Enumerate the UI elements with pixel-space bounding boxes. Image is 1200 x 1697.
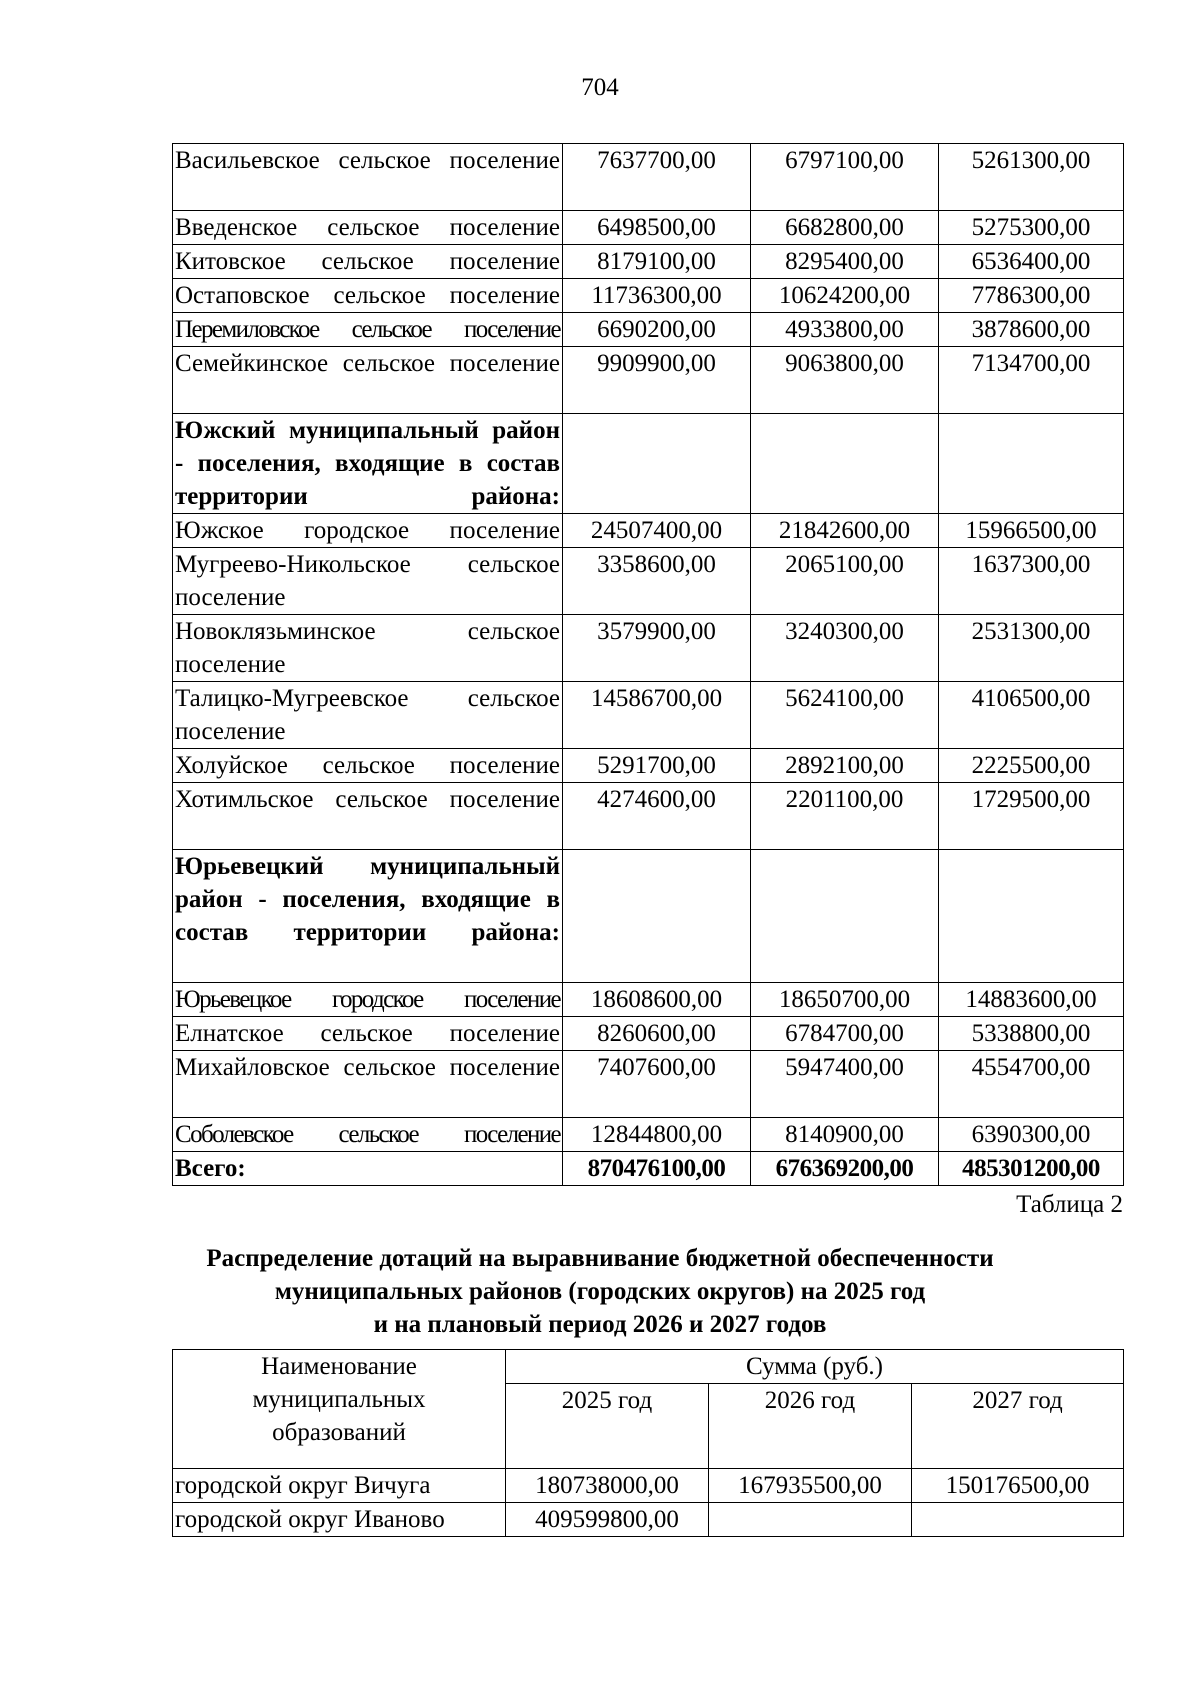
row-name: Перемиловское сельское поселение: [173, 313, 563, 347]
value-2026: 6682800,00: [751, 211, 939, 245]
value-2027: 5261300,00: [939, 144, 1124, 211]
value-2025: 8260600,00: [563, 1017, 751, 1051]
table-row: [173, 279, 1124, 313]
value-2027: 150176500,00: [912, 1469, 1124, 1503]
value-2025: 409599800,00: [506, 1503, 709, 1537]
value-2027: 1729500,00: [939, 783, 1124, 850]
row-name: Мугреево-Никольское сельское поселение: [173, 548, 563, 615]
settlements-table: [172, 143, 1124, 1186]
value-2026: 5624100,00: [751, 682, 939, 749]
total-2025: 870476100,00: [563, 1152, 751, 1186]
table-title-line: и на плановый период 2026 и 2027 годов: [373, 1311, 827, 1338]
value-2025: 24507400,00: [563, 514, 751, 548]
table-row: [173, 1017, 1124, 1051]
value-2027: 5338800,00: [939, 1017, 1124, 1051]
table-row: [173, 1118, 1124, 1152]
value-2027: 4554700,00: [939, 1051, 1124, 1118]
district-header-row: [173, 414, 1124, 514]
header-sum: Сумма (руб.): [506, 1350, 1124, 1384]
table-row: [173, 548, 1124, 615]
district-header-row: [173, 850, 1124, 983]
page-number: 704: [581, 74, 619, 101]
value-2026: 10624200,00: [751, 279, 939, 313]
value-2025: 7407600,00: [563, 1051, 751, 1118]
value-2026: 3240300,00: [751, 615, 939, 682]
table-row: [173, 1469, 1124, 1503]
value-2027: 5275300,00: [939, 211, 1124, 245]
total-2027: 485301200,00: [939, 1152, 1124, 1186]
table-row: [173, 983, 1124, 1017]
table-row: [173, 1051, 1124, 1118]
value-2026: 5947400,00: [751, 1051, 939, 1118]
table-row: [173, 749, 1124, 783]
row-name: Холуйское сельское поселение: [173, 749, 563, 783]
district-name: Юрьевецкий муниципальный район - поселения, входящие в состав территории района:: [173, 850, 563, 983]
value-2025: 6690200,00: [563, 313, 751, 347]
row-name: Введенское сельское поселение: [173, 211, 563, 245]
value-2025: 9909900,00: [563, 347, 751, 414]
value-2025: 6498500,00: [563, 211, 751, 245]
header-2026: 2026 год: [709, 1384, 912, 1469]
row-name: Васильевское сельское поселение: [173, 144, 563, 211]
value-2026: 8295400,00: [751, 245, 939, 279]
value-2026: 6784700,00: [751, 1017, 939, 1051]
value-2026: 4933800,00: [751, 313, 939, 347]
table-row: [173, 144, 1124, 211]
value-2025: 11736300,00: [563, 279, 751, 313]
value-2025: 7637700,00: [563, 144, 751, 211]
value-2027: 6390300,00: [939, 1118, 1124, 1152]
value-2025: 5291700,00: [563, 749, 751, 783]
value-2027: 15966500,00: [939, 514, 1124, 548]
table-title: [100, 1242, 1100, 1341]
value-2025: 12844800,00: [563, 1118, 751, 1152]
header-2025: 2025 год: [506, 1384, 709, 1469]
value-2027: 3878600,00: [939, 313, 1124, 347]
table-row: [173, 783, 1124, 850]
row-name: Михайловское сельское поселение: [173, 1051, 563, 1118]
table-caption: Таблица 2: [1016, 1191, 1123, 1218]
value-2027: 6536400,00: [939, 245, 1124, 279]
row-name: городской округ Иваново: [173, 1503, 506, 1537]
header-row: [173, 1350, 1124, 1384]
table-row: [173, 615, 1124, 682]
value-2027: 4106500,00: [939, 682, 1124, 749]
row-name: Семейкинское сельское поселение: [173, 347, 563, 414]
table-row: [173, 347, 1124, 414]
header-2027: 2027 год: [912, 1384, 1124, 1469]
table-title-line: муниципальных районов (городских округов) на 2025 год: [274, 1278, 926, 1305]
row-name: Соболевское сельское поселение: [173, 1118, 563, 1152]
value-2026: 6797100,00: [751, 144, 939, 211]
value-2025: 4274600,00: [563, 783, 751, 850]
value-2027: 14883600,00: [939, 983, 1124, 1017]
value-2026: 8140900,00: [751, 1118, 939, 1152]
value-2026: 21842600,00: [751, 514, 939, 548]
value-2025: 3358600,00: [563, 548, 751, 615]
row-name: Китовское сельское поселение: [173, 245, 563, 279]
value-2026: [709, 1503, 912, 1537]
value-2027: 7786300,00: [939, 279, 1124, 313]
value-2026: 2065100,00: [751, 548, 939, 615]
value-2027: 2531300,00: [939, 615, 1124, 682]
value-2025: 8179100,00: [563, 245, 751, 279]
value-2027: 1637300,00: [939, 548, 1124, 615]
district-grants-table: [172, 1349, 1124, 1537]
row-name: Хотимльское сельское поселение: [173, 783, 563, 850]
table-row: [173, 1503, 1124, 1537]
row-name: городской округ Вичуга: [173, 1469, 506, 1503]
value-2026: 9063800,00: [751, 347, 939, 414]
value-2026: 2201100,00: [751, 783, 939, 850]
row-name: Елнатское сельское поселение: [173, 1017, 563, 1051]
table-row: [173, 682, 1124, 749]
total-row: [173, 1152, 1124, 1186]
value-2026: 167935500,00: [709, 1469, 912, 1503]
table-row: [173, 245, 1124, 279]
table-row: [173, 211, 1124, 245]
row-name: Талицко-Мугреевское сельское поселение: [173, 682, 563, 749]
value-2025: 14586700,00: [563, 682, 751, 749]
row-name: Новоклязьминское сельское поселение: [173, 615, 563, 682]
table-title-line: Распределение дотаций на выравнивание бюджетной обеспеченности: [206, 1245, 994, 1272]
district-name: Южский муниципальный район - поселения, входящие в состав территории района:: [173, 414, 563, 514]
value-2025: 3579900,00: [563, 615, 751, 682]
row-name: Юрьевецкое городское поселение: [173, 983, 563, 1017]
header-name-column: Наименование муниципальных образований: [173, 1350, 506, 1469]
table-row: [173, 313, 1124, 347]
table-row: [173, 514, 1124, 548]
value-2026: 2892100,00: [751, 749, 939, 783]
value-2026: 18650700,00: [751, 983, 939, 1017]
total-2026: 676369200,00: [751, 1152, 939, 1186]
row-name: Южское городское поселение: [173, 514, 563, 548]
row-name: Остаповское сельское поселение: [173, 279, 563, 313]
value-2027: 2225500,00: [939, 749, 1124, 783]
value-2025: 18608600,00: [563, 983, 751, 1017]
value-2025: 180738000,00: [506, 1469, 709, 1503]
total-label: Всего:: [173, 1152, 563, 1186]
value-2027: 7134700,00: [939, 347, 1124, 414]
value-2027: [912, 1503, 1124, 1537]
